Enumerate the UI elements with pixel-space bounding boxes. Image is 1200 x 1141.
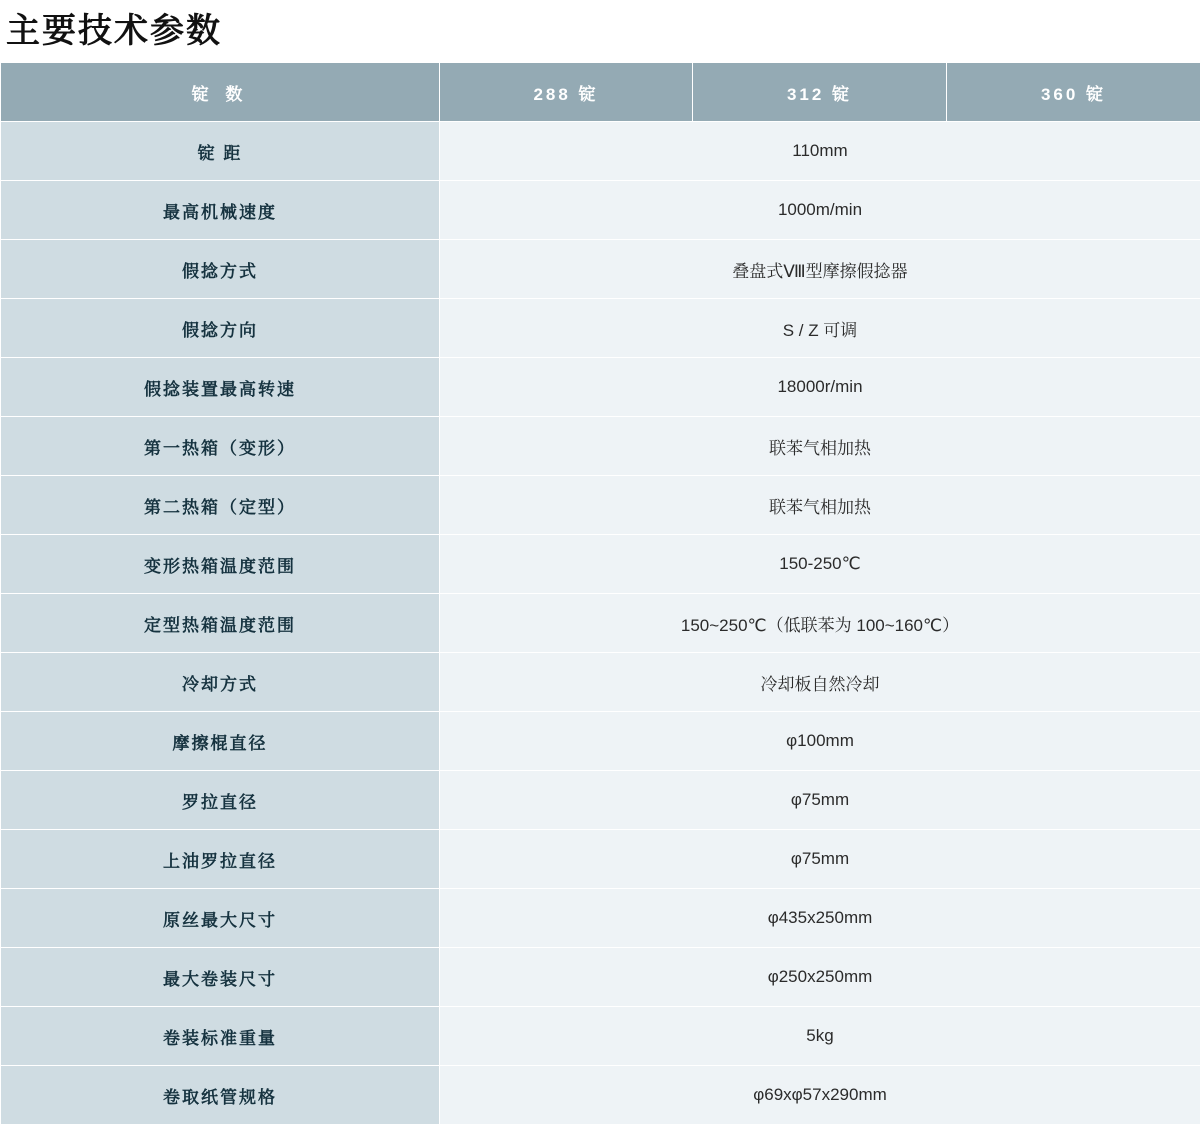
row-label: 假捻方向 xyxy=(1,299,439,357)
table-row xyxy=(1,771,1200,829)
table-row xyxy=(1,299,1200,357)
header-cell-360: 360 锭 xyxy=(947,63,1200,121)
row-value: 叠盘式Ⅷ型摩擦假捻器 xyxy=(440,240,1200,298)
table-row xyxy=(1,1066,1200,1124)
footer-spacer xyxy=(0,1125,1200,1141)
table-row xyxy=(1,181,1200,239)
row-value: 1000m/min xyxy=(440,181,1200,239)
table-row xyxy=(1,712,1200,770)
row-value: 18000r/min xyxy=(440,358,1200,416)
table-row xyxy=(1,653,1200,711)
row-label: 第二热箱（定型） xyxy=(1,476,439,534)
row-label: 最大卷装尺寸 xyxy=(1,948,439,1006)
header-cell-label: 锭 数 xyxy=(1,63,439,121)
table-row xyxy=(1,122,1200,180)
page-title: 主要技术参数 xyxy=(6,12,222,50)
row-value: 冷却板自然冷却 xyxy=(440,653,1200,711)
row-value: 联苯气相加热 xyxy=(440,476,1200,534)
table-row xyxy=(1,889,1200,947)
specifications-table xyxy=(0,62,1200,1125)
row-label: 锭 距 xyxy=(1,122,439,180)
row-label: 定型热箱温度范围 xyxy=(1,594,439,652)
row-label: 原丝最大尺寸 xyxy=(1,889,439,947)
row-value: φ75mm xyxy=(440,830,1200,888)
table-row xyxy=(1,535,1200,593)
row-value: φ100mm xyxy=(440,712,1200,770)
table-row xyxy=(1,417,1200,475)
row-label: 上油罗拉直径 xyxy=(1,830,439,888)
row-label: 假捻装置最高转速 xyxy=(1,358,439,416)
row-label: 最高机械速度 xyxy=(1,181,439,239)
table-row xyxy=(1,1007,1200,1065)
table-row xyxy=(1,240,1200,298)
row-label: 冷却方式 xyxy=(1,653,439,711)
table-row xyxy=(1,830,1200,888)
row-label: 变形热箱温度范围 xyxy=(1,535,439,593)
row-value: 110mm xyxy=(440,122,1200,180)
table-header-row xyxy=(1,63,1200,121)
row-value: φ69xφ57x290mm xyxy=(440,1066,1200,1124)
header-cell-312: 312 锭 xyxy=(693,63,946,121)
table-row xyxy=(1,594,1200,652)
row-label: 第一热箱（变形） xyxy=(1,417,439,475)
row-label: 摩擦棍直径 xyxy=(1,712,439,770)
table-row xyxy=(1,948,1200,1006)
table-body xyxy=(1,122,1200,1124)
row-value: φ435x250mm xyxy=(440,889,1200,947)
header-cell-288: 288 锭 xyxy=(440,63,692,121)
table-row xyxy=(1,476,1200,534)
row-value: 联苯气相加热 xyxy=(440,417,1200,475)
row-value: 150-250℃ xyxy=(440,535,1200,593)
row-value: 150~250℃（低联苯为 100~160℃） xyxy=(440,594,1200,652)
row-label: 卷装标准重量 xyxy=(1,1007,439,1065)
table-header xyxy=(1,63,1200,121)
row-value: S / Z 可调 xyxy=(440,299,1200,357)
table-row xyxy=(1,358,1200,416)
row-label: 罗拉直径 xyxy=(1,771,439,829)
row-value: φ250x250mm xyxy=(440,948,1200,1006)
row-value: 5kg xyxy=(440,1007,1200,1065)
row-label: 卷取纸管规格 xyxy=(1,1066,439,1124)
page-title-bar xyxy=(0,0,1200,62)
row-value: φ75mm xyxy=(440,771,1200,829)
row-label: 假捻方式 xyxy=(1,240,439,298)
